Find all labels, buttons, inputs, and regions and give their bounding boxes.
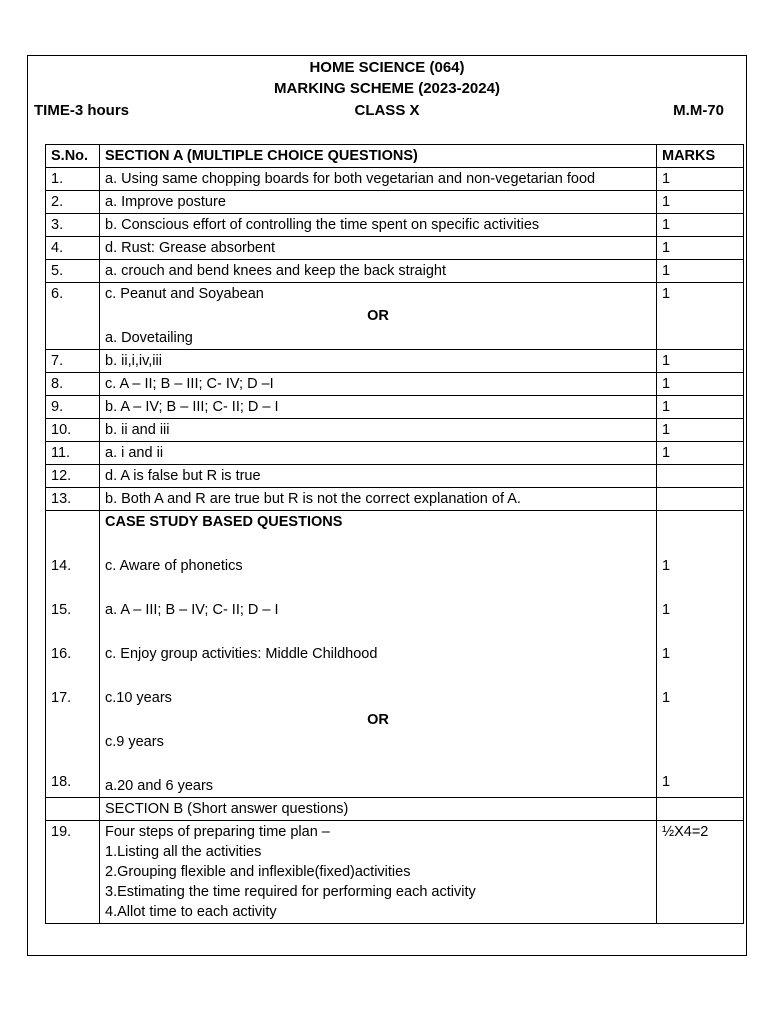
answer-text: a. A – III; B – IV; C- II; D – I xyxy=(105,602,279,618)
answer-text: a.20 and 6 years xyxy=(105,778,214,794)
question-number: 1. xyxy=(46,168,100,191)
table-row xyxy=(46,419,744,442)
answer-line: Four steps of preparing time plan – xyxy=(105,824,330,840)
case-study-row xyxy=(46,511,744,798)
question-number: 7. xyxy=(46,350,100,373)
answer-text: b. Conscious effort of controlling the time spent on specific activities xyxy=(100,214,657,237)
table-row xyxy=(46,283,744,350)
question-number: 18. xyxy=(51,774,72,790)
question-number: 16. xyxy=(51,646,72,662)
marks-value xyxy=(657,465,744,488)
answer-cell xyxy=(100,821,657,924)
sno-header: S.No. xyxy=(46,145,100,168)
question-number: 11. xyxy=(46,442,100,465)
table-row xyxy=(46,350,744,373)
table-row xyxy=(46,191,744,214)
marks-value: 1 xyxy=(657,419,744,442)
question-number: 6. xyxy=(46,283,100,350)
marks-value: 1 xyxy=(657,350,744,373)
table-row xyxy=(46,373,744,396)
table-row xyxy=(46,821,744,924)
marks-value: 1 xyxy=(657,260,744,283)
case-study-heading: CASE STUDY BASED QUESTIONS xyxy=(105,514,343,530)
answer-line: 2.Grouping flexible and inflexible(fixed)activities xyxy=(105,864,411,880)
case-study-answers xyxy=(100,511,657,798)
answer-text: c.10 years xyxy=(105,690,172,706)
subject-title: HOME SCIENCE (064) xyxy=(309,59,465,76)
section-b-header-row xyxy=(46,798,744,821)
class-label: CLASS X xyxy=(354,102,420,119)
marks-value: 1 xyxy=(662,558,671,574)
table-row xyxy=(46,488,744,511)
question-number: 4. xyxy=(46,237,100,260)
time-label: TIME-3 hours xyxy=(34,102,130,119)
answer-text: b. Both A and R are true but R is not the correct explanation of A. xyxy=(100,488,657,511)
answer-line: 4.Allot time to each activity xyxy=(105,904,277,920)
question-number: 3. xyxy=(46,214,100,237)
answer-text: c. A – II; B – III; C- IV; D –I xyxy=(100,373,657,396)
question-number: 14. xyxy=(51,558,72,574)
or-label: OR xyxy=(367,712,389,728)
marks-header: MARKS xyxy=(657,145,744,168)
answer-text: b. A – IV; B – III; C- II; D – I xyxy=(100,396,657,419)
answer-text: b. ii and iii xyxy=(100,419,657,442)
question-number: 8. xyxy=(46,373,100,396)
marks-value: 1 xyxy=(662,690,671,706)
question-number: 5. xyxy=(46,260,100,283)
table-row xyxy=(46,260,744,283)
marks-value: ½X4=2 xyxy=(657,821,744,924)
answer-text: a. i and ii xyxy=(100,442,657,465)
marks-value: 1 xyxy=(662,774,671,790)
answer-text: b. ii,i,iv,iii xyxy=(100,350,657,373)
marks-value: 1 xyxy=(662,646,671,662)
max-marks-label: M.M-70 xyxy=(673,102,724,119)
alternate-answer: c.9 years xyxy=(105,734,164,750)
table-header-row xyxy=(46,145,744,168)
marking-scheme-table xyxy=(45,144,744,924)
scheme-title: MARKING SCHEME (2023-2024) xyxy=(274,80,500,97)
question-number: 13. xyxy=(46,488,100,511)
answer-text: d. A is false but R is true xyxy=(100,465,657,488)
answer-text: a. Improve posture xyxy=(100,191,657,214)
table-row xyxy=(46,168,744,191)
answer-text: c. Aware of phonetics xyxy=(105,558,243,574)
marks-value: 1 xyxy=(662,602,671,618)
question-number: 15. xyxy=(51,602,72,618)
answer-line: 3.Estimating the time required for performing each activity xyxy=(105,884,476,900)
answer-cell xyxy=(100,283,657,350)
marks-value: 1 xyxy=(657,168,744,191)
answer-text: d. Rust: Grease absorbent xyxy=(100,237,657,260)
or-label: OR xyxy=(367,308,389,324)
question-number: 9. xyxy=(46,396,100,419)
marks-value: 1 xyxy=(657,442,744,465)
alternate-answer: a. Dovetailing xyxy=(105,330,193,346)
marks-value: 1 xyxy=(657,396,744,419)
marks-value: 1 xyxy=(657,373,744,396)
case-study-marks xyxy=(657,511,744,798)
marks-value xyxy=(657,488,744,511)
marks-value: 1 xyxy=(657,283,744,350)
question-number: 2. xyxy=(46,191,100,214)
table-row xyxy=(46,465,744,488)
table-row xyxy=(46,214,744,237)
answer-text: a. crouch and bend knees and keep the back straight xyxy=(100,260,657,283)
marks-value: 1 xyxy=(657,191,744,214)
marks-value: 1 xyxy=(657,237,744,260)
answer-text: c. Enjoy group activities: Middle Childhood xyxy=(105,646,378,662)
question-number: 10. xyxy=(46,419,100,442)
question-number: 12. xyxy=(46,465,100,488)
section-a-header: SECTION A (MULTIPLE CHOICE QUESTIONS) xyxy=(100,145,657,168)
marks-value: 1 xyxy=(657,214,744,237)
table-row xyxy=(46,396,744,419)
case-study-numbers xyxy=(46,511,100,798)
answer-text: c. Peanut and Soyabean xyxy=(105,286,264,302)
answer-line: 1.Listing all the activities xyxy=(105,844,262,860)
section-b-heading: SECTION B (Short answer questions) xyxy=(100,798,657,821)
answer-text: a. Using same chopping boards for both vegetarian and non-vegetarian food xyxy=(100,168,657,191)
question-number: 19. xyxy=(46,821,100,924)
table-row xyxy=(46,237,744,260)
table-row xyxy=(46,442,744,465)
question-number: 17. xyxy=(51,690,72,706)
